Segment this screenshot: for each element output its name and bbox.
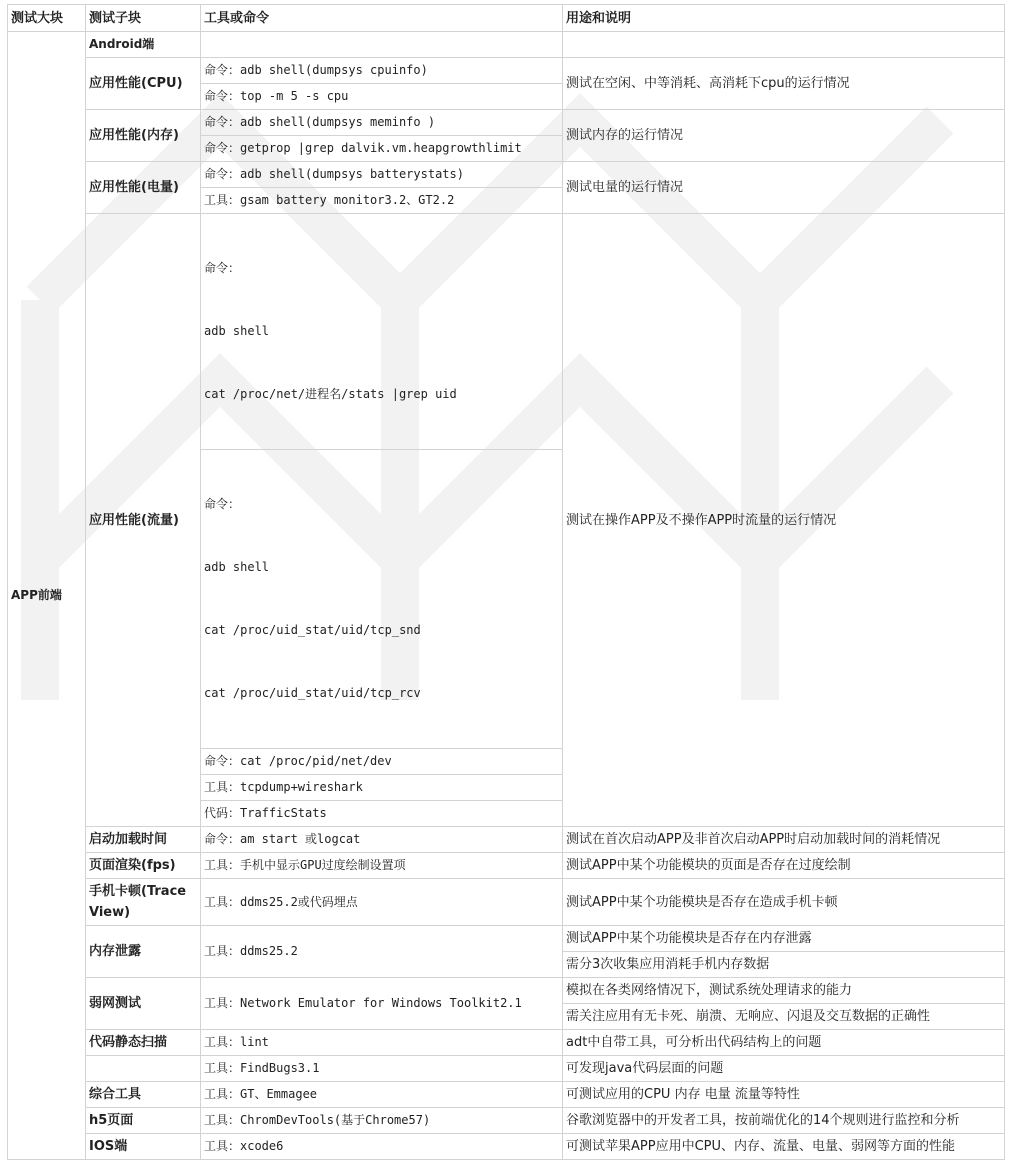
desc-cell: 测试在空闲、中等消耗、高消耗下cpu的运行情况 (563, 58, 1005, 110)
tool-cell (201, 214, 563, 450)
desc-cell: 可测试应用的CPU 内存 电量 流量等特性 (563, 1082, 1005, 1108)
tool-cell: 工具：ddms25.2 (201, 926, 563, 978)
empty-cell (201, 32, 563, 58)
tool-line: cat /proc/uid_stat/uid/tcp_rcv (204, 686, 421, 700)
subblock-battery: 应用性能(电量) (86, 162, 201, 214)
header-desc: 用途和说明 (563, 5, 1005, 32)
tool-cell: 工具：ddms25.2或代码埋点 (201, 879, 563, 926)
tool-cell: 命令：top -m 5 -s cpu (201, 84, 563, 110)
table-row (8, 1030, 1005, 1056)
tool-cell (201, 450, 563, 749)
desc-cell: 测试电量的运行情况 (563, 162, 1005, 214)
tool-cell: 命令：adb shell(dumpsys batterystats) (201, 162, 563, 188)
subblock-render: 页面渲染(fps) (86, 853, 201, 879)
desc-cell: adt中自带工具，可分析出代码结构上的问题 (563, 1030, 1005, 1056)
desc-cell: 可发现java代码层面的问题 (563, 1056, 1005, 1082)
table-row (8, 1056, 1005, 1082)
table-row (8, 827, 1005, 853)
test-matrix-table (7, 4, 1005, 1160)
subblock-static: 代码静态扫描 (86, 1030, 201, 1056)
tool-cell: 工具：xcode6 (201, 1134, 563, 1160)
tool-cell: 工具：tcpdump+wireshark (201, 775, 563, 801)
tool-cell: 工具：gsam battery monitor3.2、GT2.2 (201, 188, 563, 214)
tool-line: 命令： (204, 497, 241, 511)
subblock-memory: 应用性能(内存) (86, 110, 201, 162)
desc-cell: 可测试苹果APP应用中CPU、内存、流量、电量、弱网等方面的性能 (563, 1134, 1005, 1160)
tool-cell: 命令：am start 或logcat (201, 827, 563, 853)
table-row (8, 58, 1005, 84)
table-row (8, 110, 1005, 136)
table-row (8, 879, 1005, 926)
desc-cell: 测试在首次启动APP及非首次启动APP时启动加载时间的消耗情况 (563, 827, 1005, 853)
tool-cell: 命令：cat /proc/pid/net/dev (201, 749, 563, 775)
tool-line: adb shell (204, 560, 270, 574)
desc-cell: 需分3次收集应用消耗手机内存数据 (563, 952, 1005, 978)
tool-cell: 工具：Network Emulator for Windows Toolkit2.1 (201, 978, 563, 1030)
subblock-cpu: 应用性能(CPU) (86, 58, 201, 110)
tool-line: cat /proc/uid_stat/uid/tcp_snd (204, 623, 421, 637)
empty-cell (86, 1056, 201, 1082)
table-row (8, 32, 1005, 58)
android-label: Android端 (86, 32, 201, 58)
subblock-jank: 手机卡顿(Trace View) (86, 879, 201, 926)
table-row (8, 853, 1005, 879)
desc-cell: 测试APP中某个功能模块是否存在内存泄露 (563, 926, 1005, 952)
desc-cell: 测试内存的运行情况 (563, 110, 1005, 162)
subblock-traffic: 应用性能(流量) (86, 214, 201, 827)
tool-cell: 命令：adb shell(dumpsys cpuinfo) (201, 58, 563, 84)
tool-cell: 代码：TrafficStats (201, 801, 563, 827)
desc-cell: 测试APP中某个功能模块的页面是否存在过度绘制 (563, 853, 1005, 879)
tool-cell: 工具：手机中显示GPU过度绘制设置项 (201, 853, 563, 879)
subblock-startup: 启动加载时间 (86, 827, 201, 853)
tool-cell: 工具：FindBugs3.1 (201, 1056, 563, 1082)
table-row (8, 978, 1005, 1004)
subblock-combo: 综合工具 (86, 1082, 201, 1108)
table-row (8, 162, 1005, 188)
table-row (8, 1108, 1005, 1134)
table-row (8, 1082, 1005, 1108)
tool-line: 命令： (204, 261, 241, 275)
category-cell: APP前端 (8, 32, 86, 1160)
tool-cell: 工具：lint (201, 1030, 563, 1056)
tool-cell: 命令：getprop |grep dalvik.vm.heapgrowthlimit (201, 136, 563, 162)
tool-cell: 工具：ChromDevTools(基于Chrome57) (201, 1108, 563, 1134)
subblock-h5: h5页面 (86, 1108, 201, 1134)
header-category: 测试大块 (8, 5, 86, 32)
empty-cell (563, 32, 1005, 58)
table-row (8, 926, 1005, 952)
subblock-ios: IOS端 (86, 1134, 201, 1160)
tool-cell: 命令：adb shell(dumpsys meminfo ) (201, 110, 563, 136)
table-row (8, 214, 1005, 450)
desc-cell: 测试在操作APP及不操作APP时流量的运行情况 (563, 214, 1005, 827)
desc-cell: 模拟在各类网络情况下，测试系统处理请求的能力 (563, 978, 1005, 1004)
table-row (8, 1134, 1005, 1160)
subblock-leak: 内存泄露 (86, 926, 201, 978)
tool-cell: 工具：GT、Emmagee (201, 1082, 563, 1108)
desc-cell: 需关注应用有无卡死、崩溃、无响应、闪退及交互数据的正确性 (563, 1004, 1005, 1030)
header-subblock: 测试子块 (86, 5, 201, 32)
header-row (8, 5, 1005, 32)
desc-cell: 测试APP中某个功能模块是否存在造成手机卡顿 (563, 879, 1005, 926)
tool-line: cat /proc/net/进程名/stats |grep uid (204, 387, 457, 401)
header-tool: 工具或命令 (201, 5, 563, 32)
subblock-weaknet: 弱网测试 (86, 978, 201, 1030)
tool-line: adb shell (204, 324, 270, 338)
desc-cell: 谷歌浏览器中的开发者工具，按前端优化的14个规则进行监控和分析 (563, 1108, 1005, 1134)
